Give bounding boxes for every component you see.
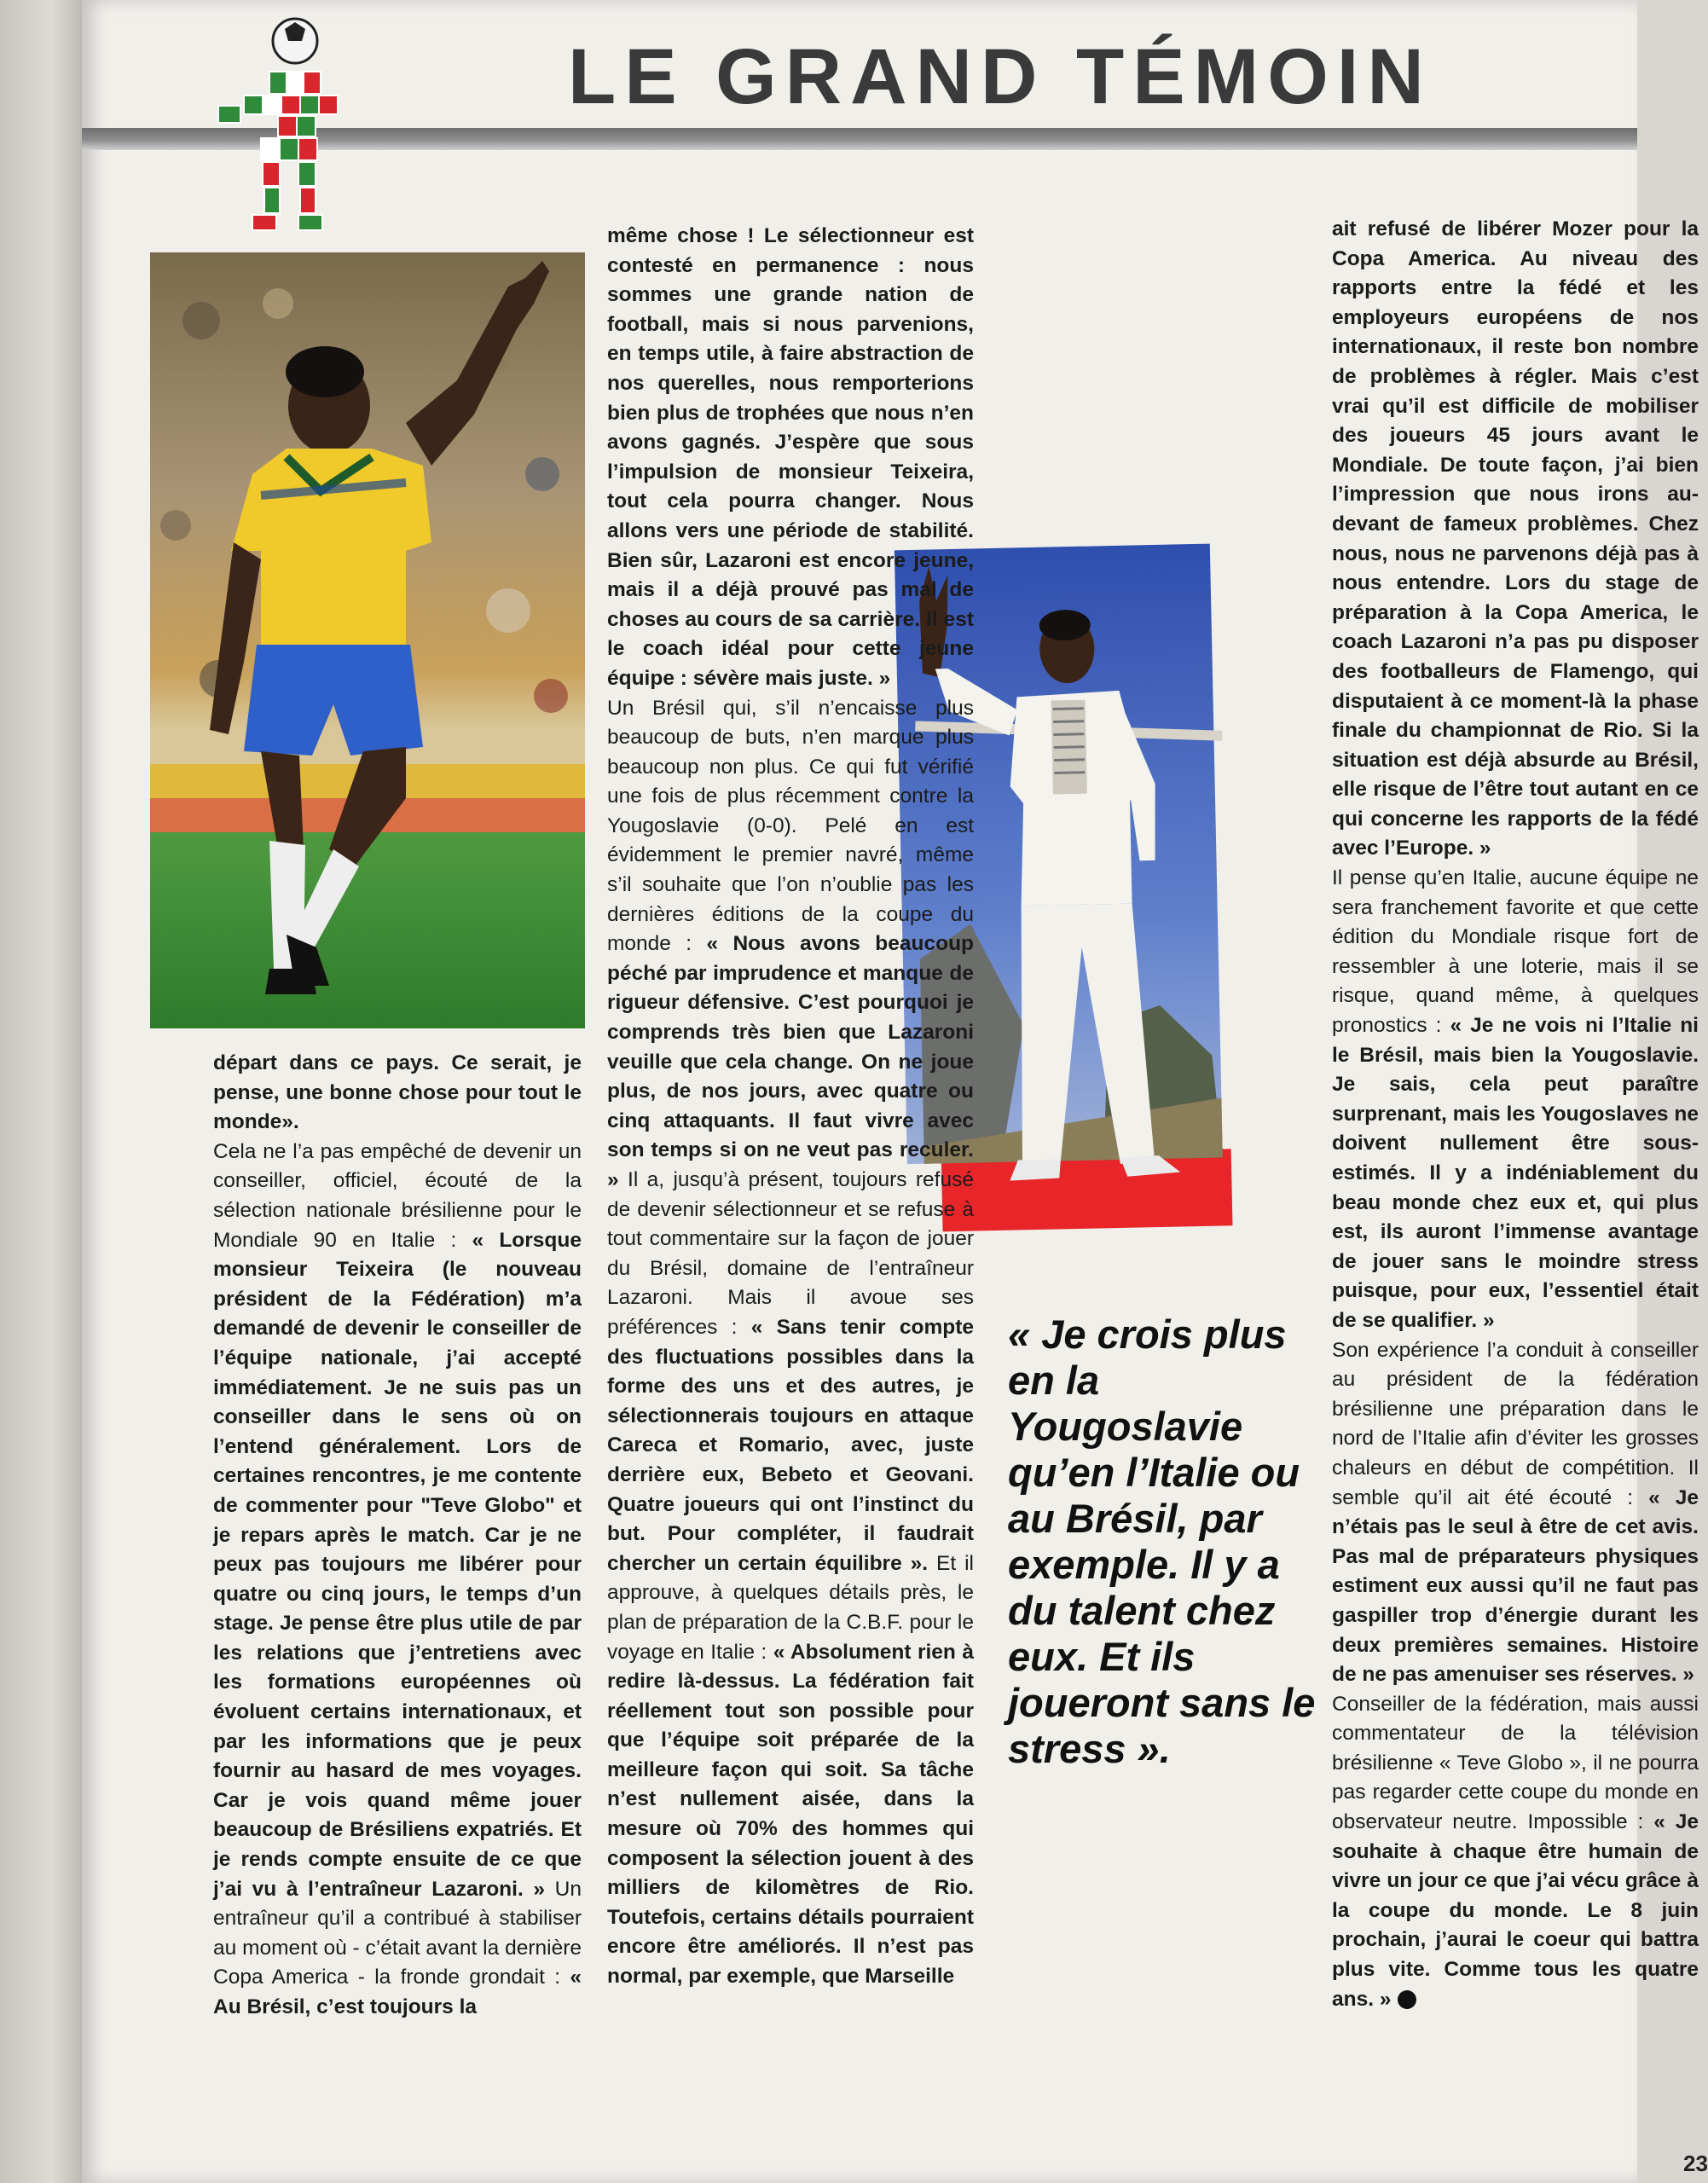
body-text: Et il approuve, à quelques détails près, le plan de préparation de la C.B.F. pour le voyage en Italie :: [607, 1551, 974, 1664]
body-text: Un Brésil qui, s’il n’encaisse plus beaucoup de buts, n’en marque plus beaucoup non plus. Ce qui fut vérifié une fois de plus récemment contre la Yougoslavie (0-0). Pelé en est évidemment le premier navré, même s’il souhaite que l’on n’oublie pas les dernières éditions de la coupe du monde :: [607, 696, 974, 956]
quote-text: « Je souhaite à chaque être humain de vivre un jour ce que j’ai vécu grâce à la coupe du monde. Le 8 juin prochain, j’aurai le coeur qui battra plus vite. Comme tous les quatre ans. »: [1332, 1810, 1699, 2011]
quote-text: départ dans ce pays. Ce serait, je pense, une bonne chose pour tout le monde».: [213, 1051, 582, 1134]
article-column-3: [1332, 215, 1699, 2014]
body-text: Cela ne l’a pas empêché de devenir un conseiller, officiel, écouté de la sélection nationale brésilienne pour le Mondiale 90 en Italie :: [213, 1139, 582, 1252]
quote-text: ait refusé de libérer Mozer pour la Copa America. Au niveau des rapports entre la fédé et les employeurs européens de nos internationaux, il reste bon nombre de problèmes à régler. Mais c’est vrai qu’il est difficile de mobiliser des joueurs 45 jours avant le Mondiale. De toute façon, j’ai bien l’impression que nous irons au-devant de fameux problèmes. Chez nous, nous ne parvenons déjà pas à nous entendre. Lors du stage de préparation à la Copa America, le coach Lazaroni n’a pas pu disposer des footballeurs de Flamengo, qui disputaient à ce moment-là la phase finale du championnat de Rio. Si la situation est déjà absurde au Brésil, elle risque de l’être tout autant en ce qui concerne les rapports de la fédé avec l’Europe. »: [1332, 217, 1699, 860]
end-of-article-bullet-icon: [1398, 1990, 1416, 2009]
previous-page-edge: [0, 0, 85, 2183]
magazine-page: [82, 0, 1708, 2183]
page-number: 23: [1683, 2151, 1708, 2176]
body-text: Un entraîneur qu’il a contribué à stabiliser au moment où - c’était avant la dernière Copa America - la fronde grondait :: [213, 1877, 582, 1989]
quote-text: « Je n’étais pas le seul à être de cet avis. Pas mal de préparateurs physiques estiment eux aussi qu’il ne faut pas gaspiller trop d’énergie durant les deux premières semaines. Histoire de ne pas amenuiser ses réserves. »: [1332, 1485, 1699, 1687]
quote-text: « Sans tenir compte des fluctuations possibles dans la forme des uns et des autres, je sélectionnerais toujours en attaque Careca et Romario, avec, juste derrière eux, Bebeto et Geovani. Quatre joueurs qui ont l’instinct du but. Pour compléter, il faudrait chercher un certain équilibre ».: [607, 1315, 974, 1575]
quote-text: « Lorsque monsieur Teixeira (le nouveau président de la Fédération) m’a demandé de devenir le conseiller de l’équipe nationale, j’ai accepté immédiatement. Je ne suis pas un conseiller dans le sens où on l’entend généralement. Lors de certaines rencontres, je me contente de commenter pour "Teve Globo" et je repars après le match. Car je ne peux pas toujours me libérer pour quatre ou cinq jours, le temps d’un stage. Je pense être plus utile de par les relations que j’entretiens avec les formations européennes où évoluent certains internationaux, et par les informations que je peux fournir au hasard de mes voyages. Car je vois quand même jouer beaucoup de Brésiliens expatriés. Et je rends compte ensuite de ce que j’ai vu à l’entraîneur Lazaroni. »: [213, 1228, 582, 1901]
article-column-2: [607, 222, 974, 1992]
ciao-mascot-logo: [210, 12, 355, 251]
quote-text: même chose ! Le sélectionneur est contesté en permanence : nous sommes une grande nation de football, mais si nous parvenions, en temps utile, à faire abstraction de nos querelles, nous remporterions bien plus de trophées que nous n’en avons gagnés. J’espère que sous l’impulsion de monsieur Teixeira, tout cela pourra changer. Nous allons vers une période de stabilité. Bien sûr, Lazaroni est encore jeune, mais il a déjà prouvé pas mal de choses au cours de sa carrière. Il est le coach idéal pour cette jeune équipe : sévère mais juste. »: [607, 224, 974, 690]
pele-celebration-photo: [150, 252, 585, 1028]
body-text: Il pense qu’en Italie, aucune équipe ne sera franchement favorite et que cette édition du Mondiale risque fort de ressembler à une loterie, mais il se risque, quand même, à quelques pronostics :: [1332, 866, 1699, 1038]
quote-text: « Au Brésil, c’est toujours la: [213, 1966, 582, 2018]
page-title: LE GRAND TÉMOIN: [568, 33, 1433, 120]
body-text: Son expérience l’a conduit à conseiller au président de la fédération brésilienne une préparation dans le nord de l’Italie afin d’éviter les grosses chaleurs en début de compétition. Il semble qu’il ait été écouté :: [1332, 1338, 1699, 1509]
body-text: Il a, jusqu’à présent, toujours refusé de devenir sélectionneur et se refuse à tout commentaire sur la façon de jouer du Brésil, domaine de l’entraîneur Lazaroni. Mais il avoue ses préférences :: [607, 1168, 974, 1339]
pull-quote: « Je crois plus en la Yougoslavie qu’en l’Italie ou au Brésil, par exemple. Il y a du talent chez eux. Et ils joueront sans le stress ».: [1008, 1312, 1316, 1771]
quote-text: « Absolument rien à redire là-dessus. La fédération fait réellement tout son possible pour que l’équipe soit préparée de la meilleure façon qui soit. Sa tâche n’est nullement aisée, dans la mesure où 70% des hommes qui composent la sélection jouent à des milliers de kilomètres de Rio. Toutefois, certains détails pourraient encore être améliorés. Il n’est pas normal, par exemple, que Marseille: [607, 1640, 974, 1989]
body-text: Conseiller de la fédération, mais aussi commentateur de la télévision brésilienne « Teve Globo », il ne pourra pas regarder cette coupe du monde en observateur neutre. Impossible :: [1332, 1692, 1699, 1834]
article-column-1: [213, 1049, 582, 2023]
quote-text: « Nous avons beaucoup péché par imprudence et manque de rigueur défensive. C’est pourquoi je comprends très bien que Lazaroni veuille que cela change. On ne joue plus, de nos jours, avec quatre ou cinq attaquants. Il faut vivre avec son temps si on ne veut pas reculer. »: [607, 932, 975, 1191]
quote-text: « Je ne vois ni l’Italie ni le Brésil, mais bien la Yougoslavie. Je sais, cela peut paraître surprenant, mais les Yougoslaves ne doivent nullement être sous-estimés. Il y a indéniablement du beau monde chez eux et, qui plus est, ils auront l’immense avantage de jouer sans le moindre stress puisque, pour eux, l’essentiel était de se qualifier. »: [1332, 1014, 1699, 1332]
